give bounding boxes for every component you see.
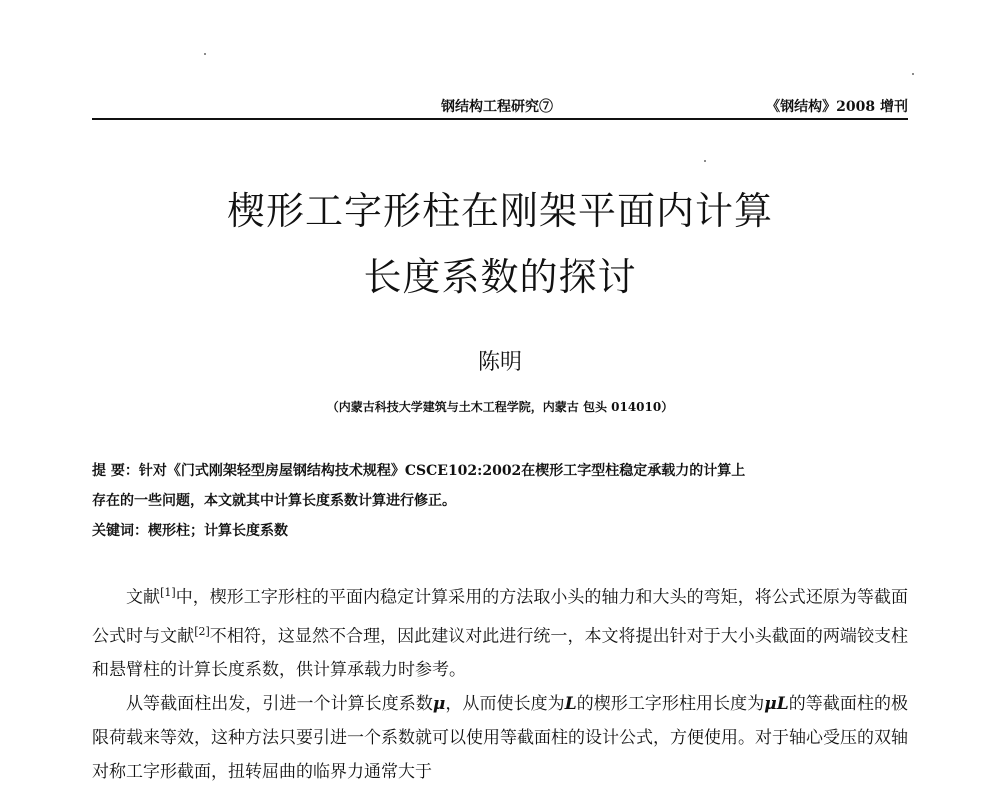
p2-text-d: 的等截面柱的极限荷载来等效，这种方法只要引进一个系数就可以使用等截面柱的设计公式，方便使用。对于轴心受压的双轴对称工字形截面，扭转屈曲的临界力通常大于 bbox=[92, 694, 909, 783]
abstract bbox=[92, 456, 908, 516]
p2-text-a: 从等截面柱出发，引进一个计算长度系数 bbox=[126, 694, 433, 715]
keywords-label: 关键词： bbox=[92, 523, 148, 539]
running-header bbox=[92, 92, 908, 120]
p2-text-b: ，从而使长度为 bbox=[445, 694, 565, 715]
keywords-text: 楔形柱；计算长度系数 bbox=[148, 523, 288, 539]
symbol-muL: μL bbox=[764, 694, 789, 715]
abstract-label: 提 要： bbox=[92, 463, 139, 479]
symbol-L: L bbox=[564, 694, 577, 715]
p1-text-c: 不相符，这显然不合理，因此建议对此进行统一，本文将提出针对于大小头截面的两端铰支柱和悬臂柱的计算长度系数，供计算承载力时参考。 bbox=[92, 626, 909, 681]
symbol-mu: μ bbox=[432, 694, 446, 715]
scan-speck bbox=[704, 160, 706, 162]
abstract-text-1: 针对《门式刚架轻型房屋钢结构技术规程》CSCE102:2002在楔形工字型柱稳定承载力的计算上 bbox=[138, 463, 746, 479]
paragraph-2 bbox=[92, 687, 908, 789]
citation-2[interactable]: [2] bbox=[194, 624, 210, 638]
paper-title-line-2: 长度系数的探讨 bbox=[363, 255, 637, 299]
keywords bbox=[92, 520, 288, 540]
author-affiliation: （内蒙古科技大学建筑与土木工程学院，内蒙古 包头 014010） bbox=[326, 400, 674, 414]
p2-text-c: 的楔形工字形柱用长度为 bbox=[576, 694, 765, 715]
abstract-text-2: 存在的一些问题，本文就其中计算长度系数计算进行修正。 bbox=[92, 493, 456, 509]
scan-speck bbox=[204, 53, 206, 55]
p1-text-a: 文献 bbox=[126, 587, 161, 608]
journal-issue: 《钢结构》2008 增刊 bbox=[766, 99, 908, 115]
journal-series: 钢结构工程研究⑦ bbox=[441, 99, 553, 115]
body-text bbox=[92, 576, 908, 789]
p1-text-b: 中，楔形工字形柱的平面内稳定计算采用的方法取小头的轴力和大头的弯矩，将公式还原为等截面公式时与文献 bbox=[92, 587, 908, 647]
paragraph-1 bbox=[92, 576, 908, 687]
citation-1[interactable]: [1] bbox=[160, 586, 176, 599]
scan-speck bbox=[912, 73, 914, 75]
paper-title-line-1: 楔形工字形柱在刚架平面内计算 bbox=[226, 189, 773, 233]
author-name: 陈明 bbox=[477, 350, 522, 375]
